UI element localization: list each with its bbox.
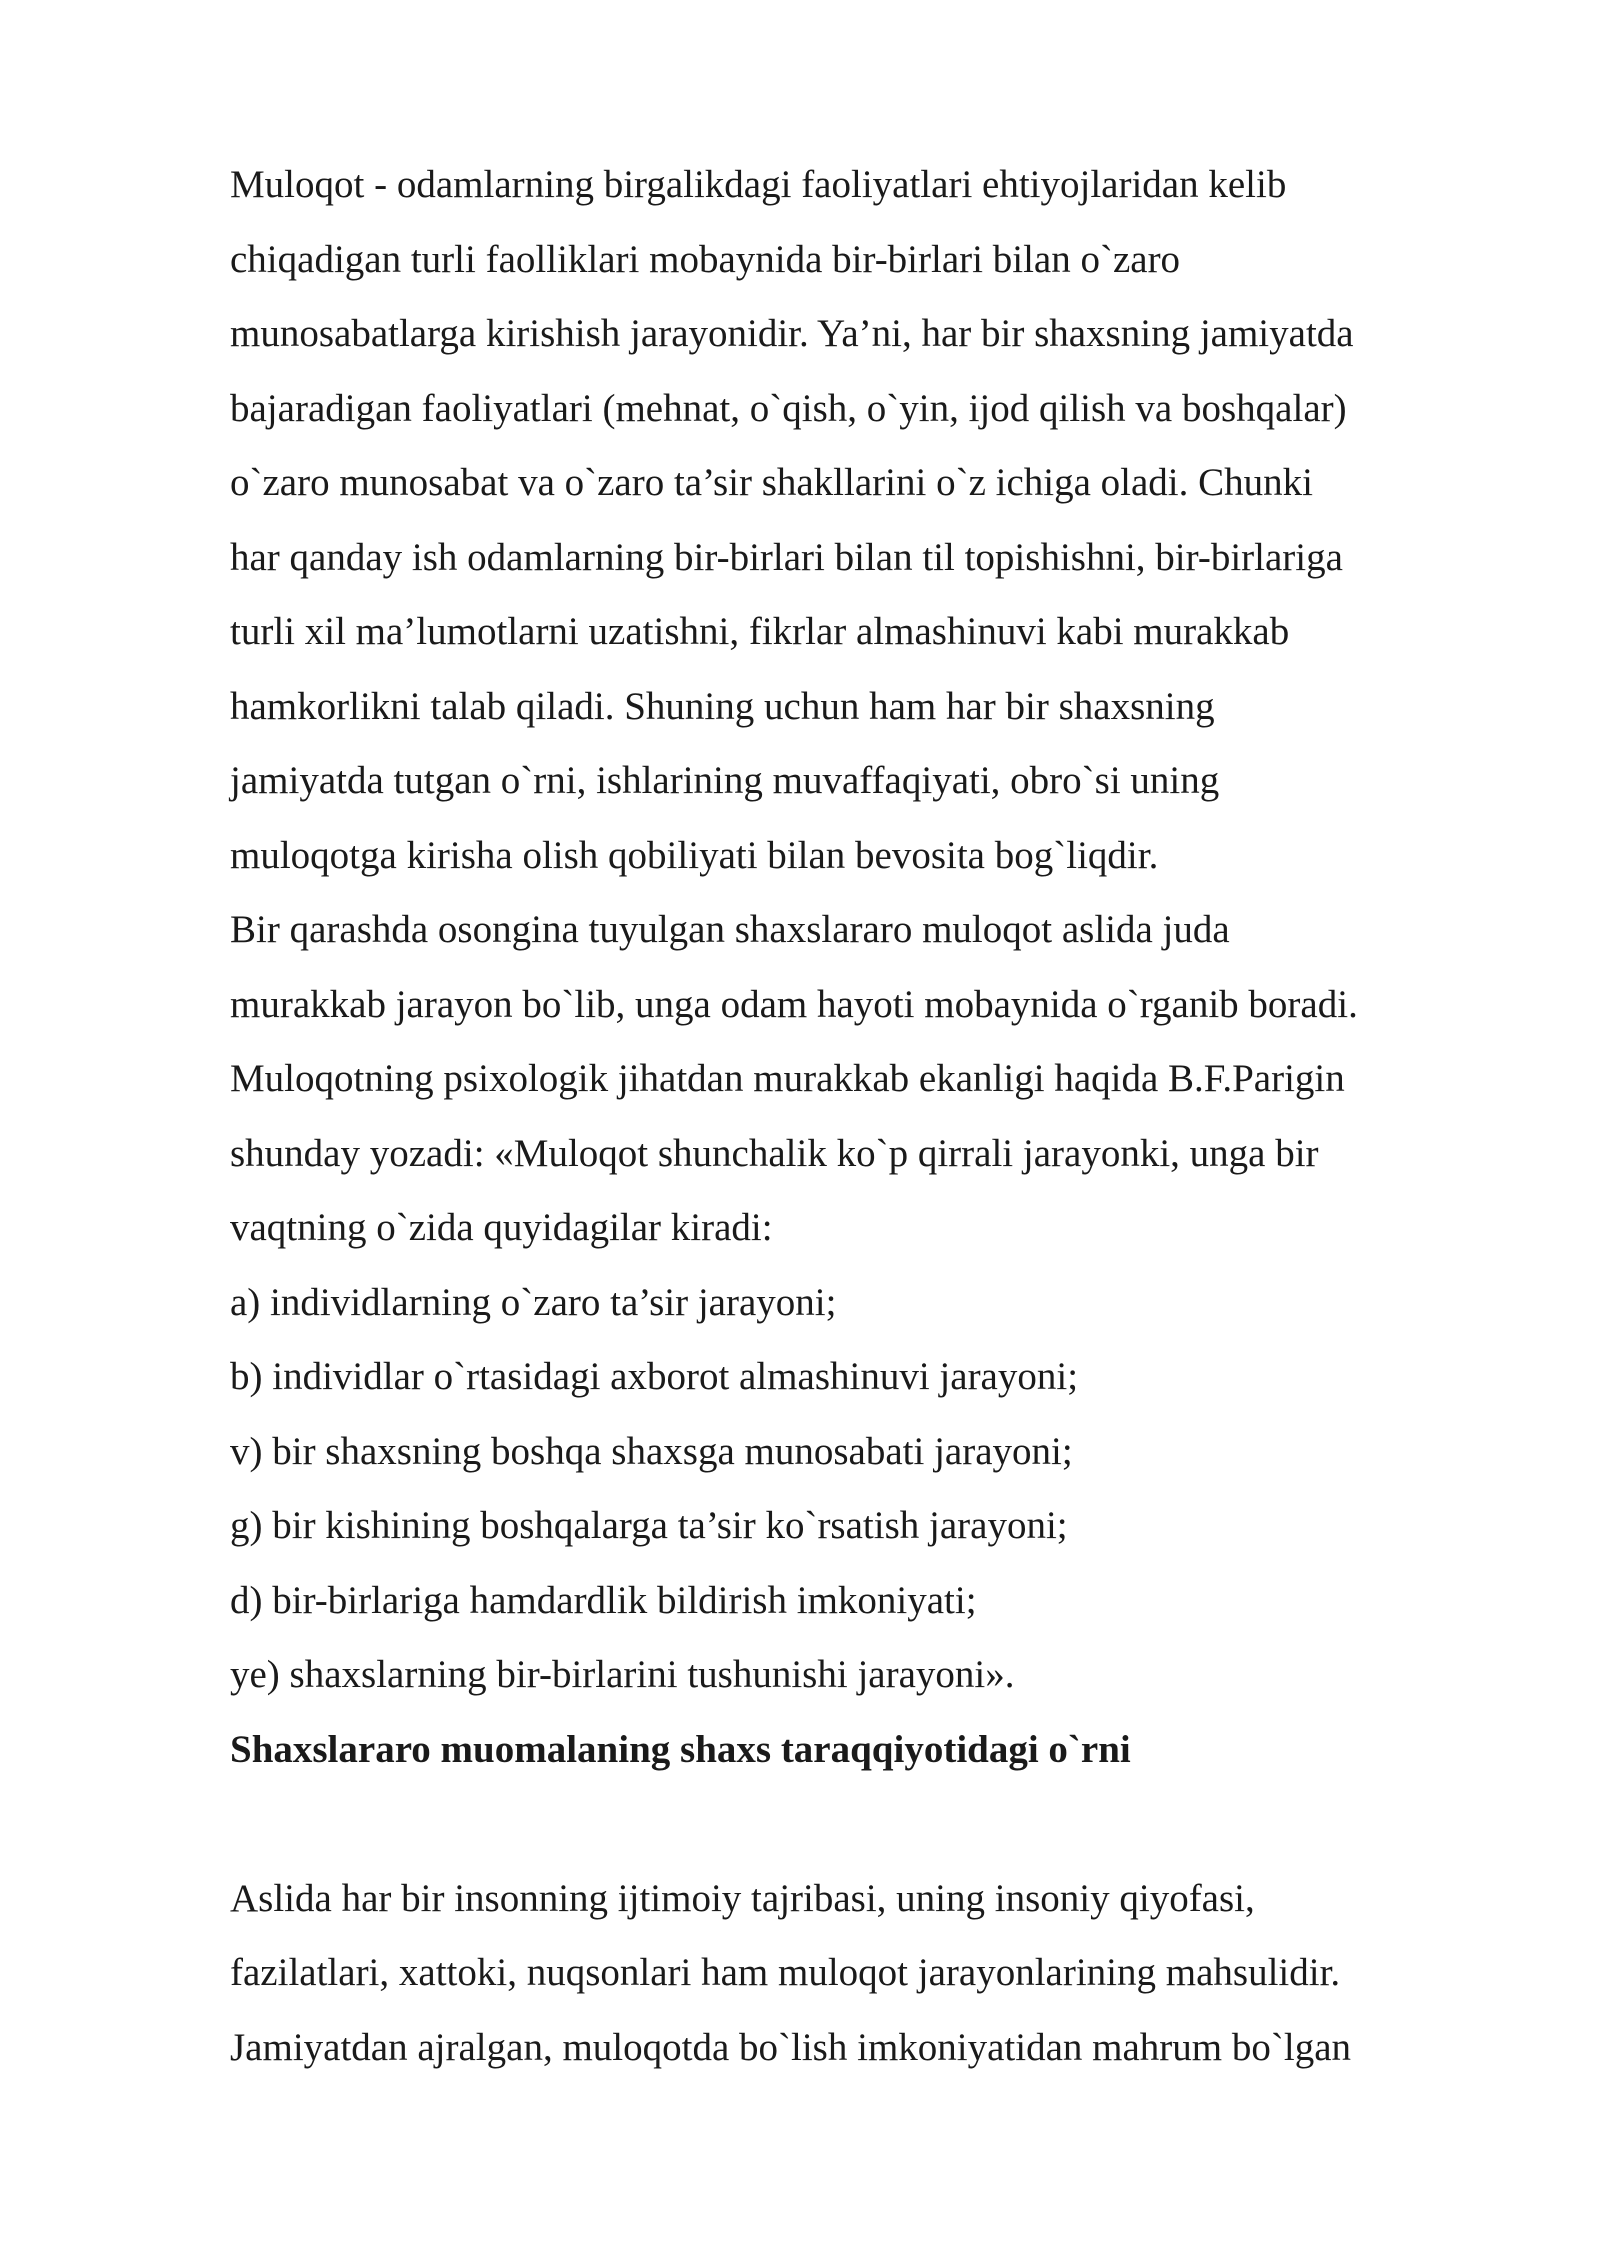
blank-line <box>230 1787 1530 1862</box>
text-line: o`zaro munosabat va o`zaro ta’sir shakllarini o`z ichiga oladi. Chunki <box>230 461 1313 504</box>
list-item: ye) shaxslarning bir-birlarini tushunishi jarayoni». <box>230 1653 1015 1696</box>
paragraph-muloqot-definition <box>230 148 1530 893</box>
text-line: fazilatlari, xattoki, nuqsonlari ham muloqot jarayonlarining mahsulidir. <box>230 1951 1341 1994</box>
text-line: chiqadigan turli faolliklari mobaynida bir-birlari bilan o`zaro <box>230 237 1181 281</box>
text-line: vaqtning o`zida quyidagilar kiradi: <box>230 1206 773 1249</box>
text-line: Muloqotning psixologik jihatdan murakkab ekanligi haqida B.F.Parigin <box>230 1057 1345 1100</box>
text-line: murakkab jarayon bo`lib, unga odam hayoti mobaynida o`rganib boradi. <box>230 982 1358 1026</box>
text-line: jamiyatda tutgan o`rni, ishlarining muvaffaqiyati, obro`si uning <box>230 759 1220 802</box>
text-line: shunday yozadi: «Muloqot shunchalik ko`p qirrali jarayonki, unga bir <box>230 1131 1319 1175</box>
list-item: d) bir-birlariga hamdardlik bildirish imkoniyati; <box>230 1578 977 1622</box>
paragraph-parigin-quote <box>230 893 1530 1266</box>
text-line: bajaradigan faoliyatlari (mehnat, o`qish, o`yin, ijod qilish va boshqalar) <box>230 386 1347 430</box>
text-line: muloqotga kirisha olish qobiliyati bilan bevosita bog`liqdir. <box>230 833 1159 877</box>
list-item: b) individlar o`rtasidagi axborot almashinuvi jarayoni; <box>230 1355 1079 1398</box>
text-line: munosabatlarga kirishish jarayonidir. Ya’ni, har bir shaxsning jamiyatda <box>230 312 1354 355</box>
text-line: Aslida har bir insonning ijtimoiy tajribasi, uning insoniy qiyofasi, <box>230 1876 1255 1920</box>
text-line: har qanday ish odamlarning bir-birlari bilan til topishishni, bir-birlariga <box>230 535 1343 579</box>
text-line: Muloqot - odamlarning birgalikdagi faoliyatlari ehtiyojlaridan kelib <box>230 163 1287 206</box>
text-line: hamkorlikni talab qiladi. Shuning uchun ham har bir shaxsning <box>230 684 1215 728</box>
paragraph-social-experience <box>230 1862 1530 2086</box>
list-item: v) bir shaxsning boshqa shaxsga munosabati jarayoni; <box>230 1429 1073 1473</box>
text-line: Bir qarashda osongina tuyulgan shaxslararo muloqot aslida juda <box>230 908 1230 951</box>
process-list <box>230 1266 1530 1713</box>
text-line: turli xil ma’lumotlarni uzatishni, fikrlar almashinuvi kabi murakkab <box>230 610 1290 653</box>
section-heading: Shaxslararo muomalaning shaxs taraqqiyotidagi o`rni <box>230 1727 1131 1771</box>
list-item: g) bir kishining boshqalarga ta’sir ko`rsatish jarayoni; <box>230 1504 1068 1547</box>
document-body <box>230 148 1530 2085</box>
text-line: Jamiyatdan ajralgan, muloqotda bo`lish imkoniyatidan mahrum bo`lgan <box>230 2025 1352 2069</box>
list-item: a) individlarning o`zaro ta’sir jarayoni; <box>230 1280 837 1324</box>
